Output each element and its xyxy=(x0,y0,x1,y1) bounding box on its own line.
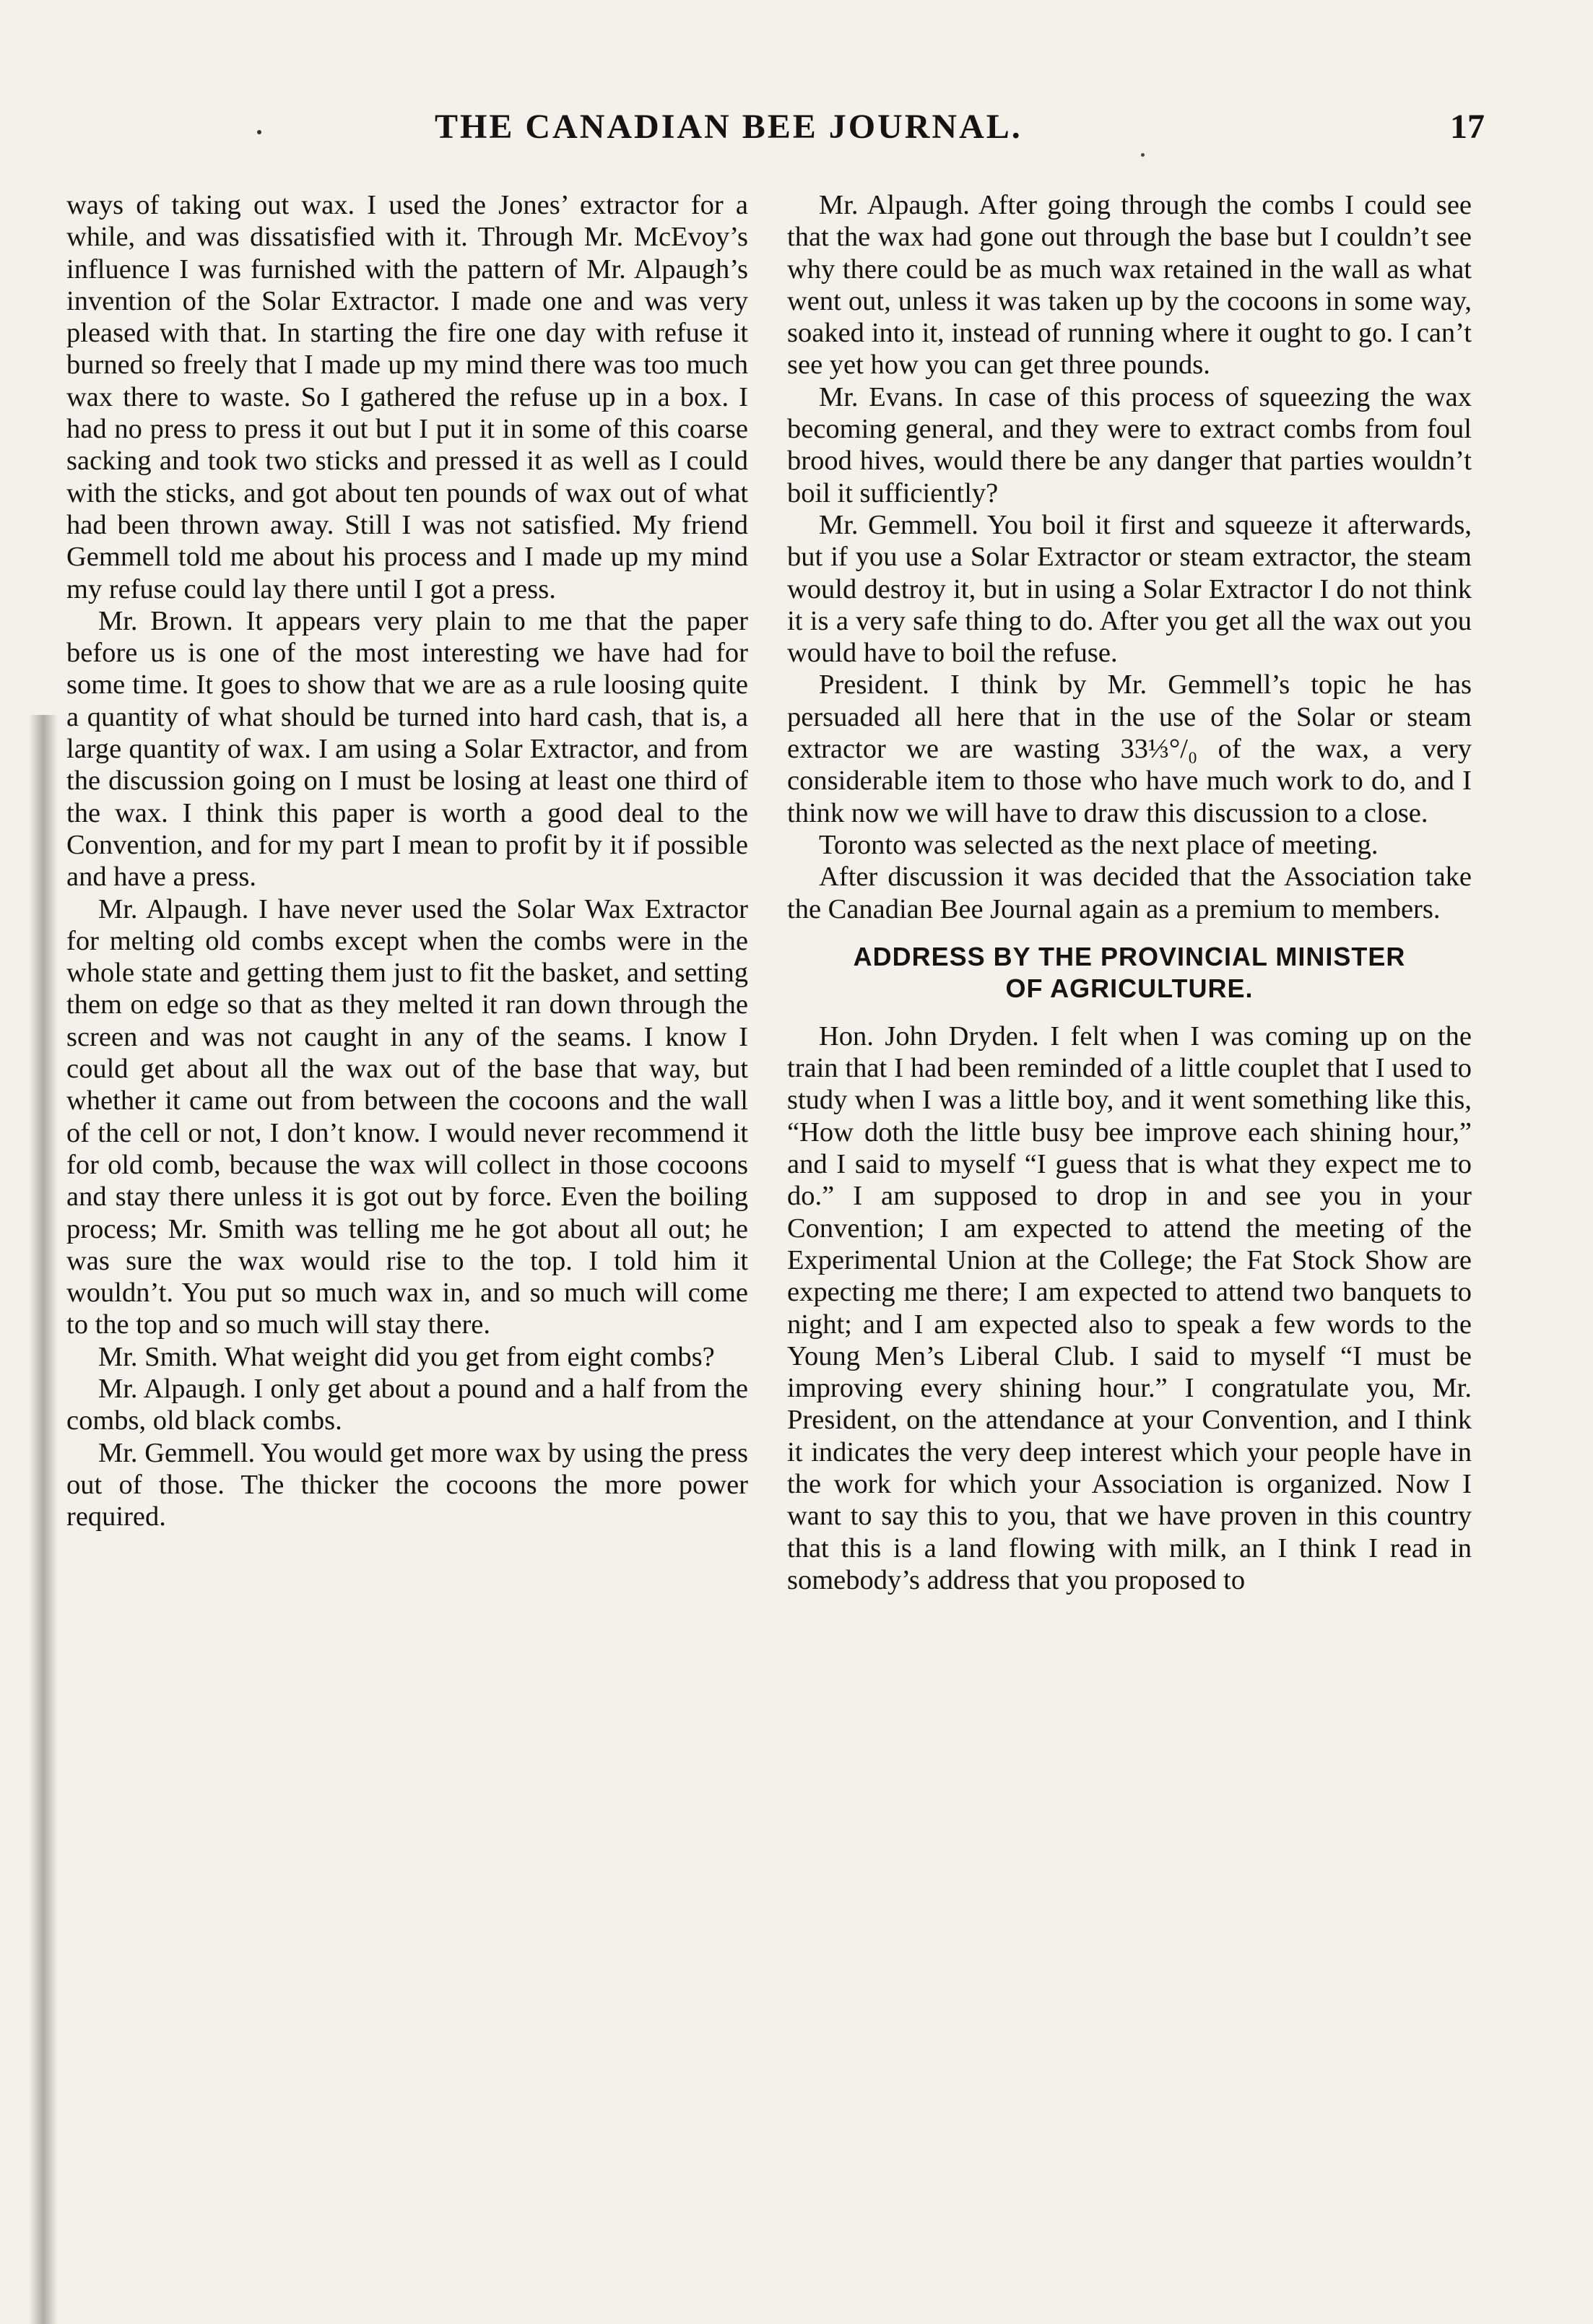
paragraph-right-2: Mr. Evans. In case of this process of squeezing the wax becoming general, and they were to extract combs from foul brood hives, would there be any danger that parties wouldn’t boil it sufficiently? xyxy=(787,381,1472,508)
binding-shadow xyxy=(29,715,58,2324)
paragraph-right-5: Toronto was selected as the next place of meeting. xyxy=(819,829,1379,860)
paragraph-right-4: President. I think by Mr. Gemmell’s topic he has persuaded all here that in the use of the Solar or steam extractor we are wasting 33⅓°/₀ of the wax, a very considerable item to those who have much work to do, and I think now we will have to draw this discussion to a close. xyxy=(787,669,1472,828)
paragraph-left-4: Mr. Smith. What weight did you get from eight combs? xyxy=(98,1341,715,1372)
left-column xyxy=(66,189,748,1532)
journal-title: THE CANADIAN BEE JOURNAL. xyxy=(435,108,1023,146)
paragraph-left-3: Mr. Alpaugh. I have never used the Solar Wax Extractor for melting old combs except when the combs were in the whole state and getting them just to fit the basket, and setting them on edge so that as they melted it ran down through the screen and was not caught in any of the seams. I know I could get about all the wax out of the base that way, but whether it came out from between the cocoons and the wall of the cell or not, I don’t know. I would never recommend it for old comb, because the wax will collect in those cocoons and stay there unless it is got out by force. Even the boiling process; Mr. Smith was telling me he got about all out; he was sure the wax would rise to the top. I told him it wouldn’t. You put so much wax in, and so much will come to the top and so much will stay there. xyxy=(66,893,748,1340)
paragraph-left-2: Mr. Brown. It appears very plain to me that the paper before us is one of the most interesting we have had for some time. It goes to show that we are as a rule loosing quite a quantity of what should be turned into hard cash, that is, a large quantity of wax. I am using a Solar Extractor, and from the discussion going on I must be losing at least one third of the wax. I think this paper is worth a good deal to the Convention, and for my part I mean to profit by it if possible and have a press. xyxy=(66,605,748,893)
section-heading-line-1: ADDRESS BY THE PROVINCIAL MINISTER xyxy=(853,941,1406,971)
right-column xyxy=(787,189,1472,1596)
section-heading-line-2: OF AGRICULTURE. xyxy=(1005,973,1254,1003)
page-number: 17 xyxy=(1450,108,1485,146)
paragraph-left-5: Mr. Alpaugh. I only get about a pound and a half from the combs, old black combs. xyxy=(66,1373,748,1436)
paragraph-left-6: Mr. Gemmell. You would get more wax by using the press out of those. The thicker the cocoons the more power required. xyxy=(66,1437,748,1532)
page-header xyxy=(238,107,1485,165)
paragraph-left-1: ways of taking out wax. I used the Jones’ extractor for a while, and was dissatisfied with it. Through Mr. McEvoy’s influence I was furnished with the pattern of Mr. Alpaugh’s invention of the Solar Extractor. I made one and was very pleased with that. In starting the fire one day with refuse it burned so freely that I made up my mind there was too much wax there to waste. So I gathered the refuse up in a box. I had no press to press it out but I put it in some of this coarse sacking and took two sticks and pressed it as well as I could with the sticks, and got about ten pounds of wax out of what had been thrown away. Still I was not satisfied. My friend Gemmell told me about his process and I made up my mind my refuse could lay there until I got a press. xyxy=(66,190,748,604)
paragraph-right-7: Hon. John Dryden. I felt when I was coming up on the train that I had been reminded of a little couplet that I used to study when I was a little boy, and it went something like this, “How doth the little busy bee improve each shining hour,” and I said to myself “I guess that is what they expect me to do.” I am supposed to drop in and see you in your Convention; I am expected to attend the meeting of the Experimental Union at the College; the Fat Stock Show are expecting me there; I am expected to attend two banquets to night; and I am expected also to speak a few words to the Young Men’s Liberal Club. I said to myself “I must be improving every shining hour.” I congratulate you, Mr. President, on the attendance at your Convention, and I think it indicates the very deep interest which your people have in the work for which your Association is organized. Now I want to say this to you, that we have proven in this country that this is a land flowing with milk, an I think I read in somebody’s address that you proposed to xyxy=(787,1020,1472,1595)
paragraph-right-1: Mr. Alpaugh. After going through the combs I could see that the wax had gone out through the base but I couldn’t see why there could be as much wax retained in the wall as what went out, unless it was taken up by the cocoons in some way, soaked into it, instead of running where it ought to go. I can’t see yet how you can get three pounds. xyxy=(787,190,1472,381)
paragraph-right-6: After discussion it was decided that the Association take the Canadian Bee Journal again as a premium to members. xyxy=(787,862,1472,924)
section-heading xyxy=(787,941,1472,1005)
paragraph-right-3: Mr. Gemmell. You boil it first and squeeze it afterwards, but if you use a Solar Extractor or steam extractor, the steam would destroy it, but in using a Solar Extractor I do not think it is a very safe thing to do. After you get all the wax out you would have to boil the refuse. xyxy=(787,509,1472,669)
